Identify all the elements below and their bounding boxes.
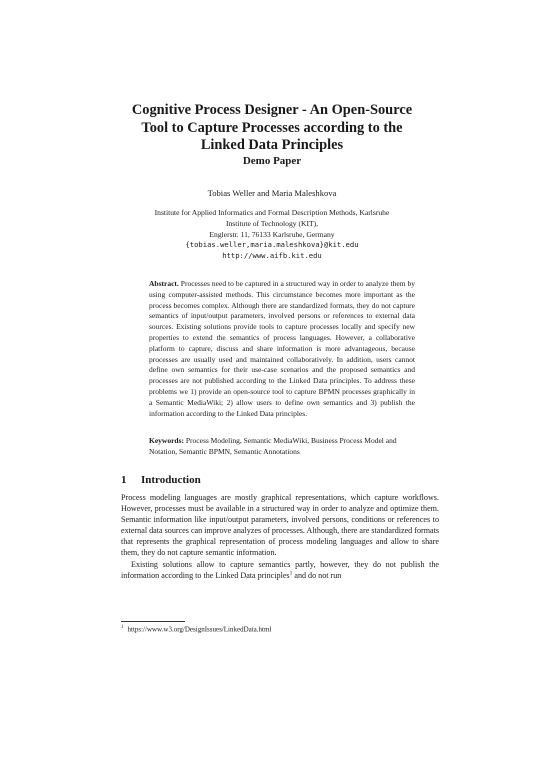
title-line-1: Cognitive Process Designer - An Open-Source	[131, 102, 413, 118]
paragraph-2	[121, 559, 439, 581]
abstract	[149, 279, 415, 419]
institute-url: http://www.aifb.kit.edu	[222, 251, 322, 261]
section-heading	[121, 474, 201, 486]
author-email: {tobias.weller,maria.maleshkova}@kit.edu	[185, 240, 359, 250]
footnote-link[interactable]: https://www.w3.org/DesignIssues/LinkedData.html	[127, 625, 272, 634]
keywords	[149, 436, 415, 458]
section-title: Introduction	[141, 474, 201, 486]
keywords-text: Process Modeling, Semantic MediaWiki, Business Process Model and Notation, Semantic BPMN, Semantic Annotations	[149, 436, 397, 456]
section-number: 1	[121, 474, 127, 486]
abstract-text: Processes need to be captured in a structured way in order to analyze them by using computer-assisted methods. This circumstance becomes more important as the process becomes complex. Although there are standardized formats, they do not capture semantics of input/output parameters, involved persons or references to external data sources. Existing solutions provide tools to capture processes locally and specify new properties to extend the semantics of process languages. However, a collaborative platform to capture, discuss and share information is more advantageous, because processes are usually used and maintained collaboratively. In addition, users cannot define own semantics for their use-case scenarios and the proposed semantics and processes are not published according to the Linked Data principles. To address these problems we 1) provide an open-source tool to capture BPMN processes graphically in a Semantic MediaWiki; 2) allow users to define own semantics and 3) publish the information according to the Linked Data principles.	[149, 279, 415, 418]
affiliation-line-3: Englerstr. 11, 76133 Karlsruhe, Germany	[209, 229, 335, 239]
paper-title	[100, 102, 444, 155]
footnote	[121, 625, 271, 633]
footnote-mark: 1	[121, 625, 124, 630]
affiliation-line-2: Institute of Technology (KIT),	[225, 218, 319, 228]
paragraph-1: Process modeling languages are mostly graphical representations, which capture workflows. However, processes must be available in a structured way in order to analyze and optimize them. Semantic information like input/output parameters, involved persons, conditions or references to external data sources can improve analyzes of processes. Although, there are standardized formats that represents the graphical representation of process modeling languages and allow to share them, they do not capture semantic information.	[121, 493, 439, 558]
paper-subtitle: Demo Paper	[242, 155, 302, 167]
footnote-divider	[121, 621, 185, 622]
section-body	[121, 492, 439, 581]
abstract-label: Abstract.	[149, 279, 179, 288]
title-line-3: Linked Data Principles	[200, 137, 344, 153]
affiliation-line-1: Institute for Applied Informatics and Formal Description Methods, Karlsruhe	[154, 208, 390, 217]
footnote-reference[interactable]: 1	[289, 569, 293, 576]
paragraph-2-tail: and do not run	[292, 570, 342, 580]
paragraph-2-text: Existing solutions allow to capture semantics partly, however, they do not publish the information according to the Linked Data principles	[121, 559, 439, 580]
title-line-2: Tool to Capture Processes according to the	[141, 119, 403, 136]
keywords-label: Keywords:	[149, 436, 184, 445]
paper-authors: Tobias Weller and Maria Maleshkova	[207, 188, 337, 198]
author-affiliation	[100, 208, 444, 262]
